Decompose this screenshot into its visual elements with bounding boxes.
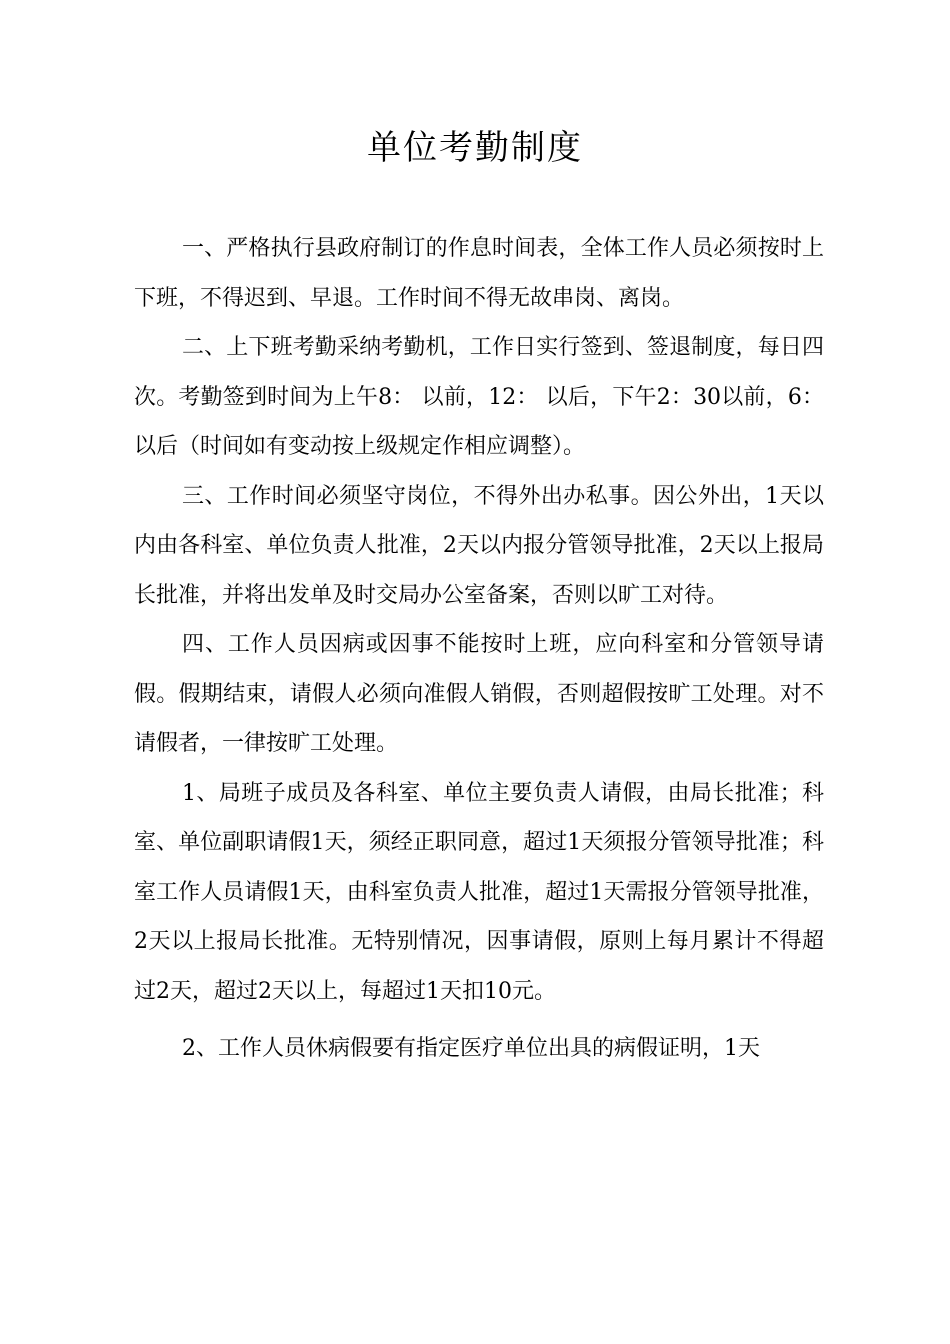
paragraph-1: 一、严格执行县政府制订的作息时间表，全体工作人员必须按时上下班，不得迟到、早退。工作时间不得无故串岗、离岗。	[134, 236, 824, 311]
paragraph-4: 四、工作人员因病或因事不能按时上班，应向科室和分管领导请假。假期结束，请假人必须向准假人销假，否则超假按旷工处理。对不请假者，一律按旷工处理。	[134, 632, 824, 756]
paragraph-2: 二、上下班考勤采纳考勤机，工作日实行签到、签退制度，每日四次。考勤签到时间为上午8： 以前，12： 以后，下午2：30以前，6：以后（时间如有变动按上级规定作相应调整）。	[134, 335, 824, 459]
paragraph-3: 三、工作时间必须坚守岗位，不得外出办私事。因公外出，1天以内由各科室、单位负责人批准，2天以内报分管领导批准，2天以上报局长批准，并将出发单及时交局办公室备案，否则以旷工对待。	[134, 483, 824, 608]
document-body	[134, 224, 824, 1074]
paragraph-6: 2、工作人员休病假要有指定医疗单位出具的病假证明，1天	[182, 1036, 760, 1061]
document-title: 单位考勤制度	[367, 128, 583, 168]
paragraph-5: 1、局班子成员及各科室、单位主要负责人请假，由局长批准；科室、单位副职请假1天，须经正职同意，超过1天须报分管领导批准；科室工作人员请假1天，由科室负责人批准，超过1天需报分管领导批准，2天以上报局长批准。无特别情况，因事请假，原则上每月累计不得超过2天，超过2天以上，每超过1天扣10元。	[134, 780, 824, 1004]
